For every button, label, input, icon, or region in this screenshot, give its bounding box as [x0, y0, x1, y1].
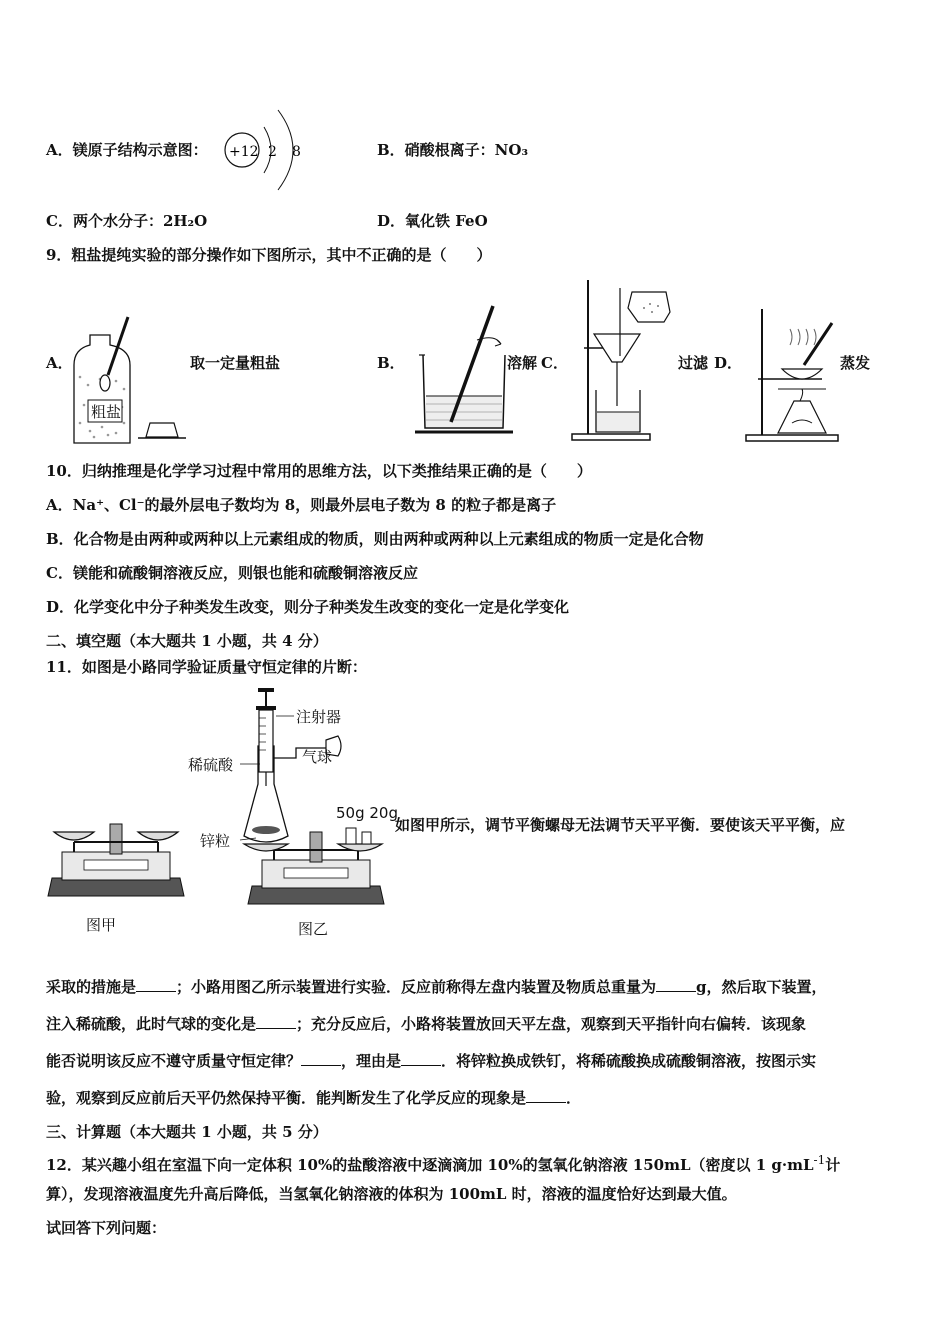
- q11-line-4-part-b: ．: [566, 1089, 582, 1107]
- q8-option-c: C．两个水分子：2H₂O: [46, 212, 208, 230]
- q8-option-d: D．氧化铁 FeO: [377, 212, 488, 230]
- q9-option-b-letter: B．: [377, 354, 405, 372]
- q12-line-2: 算），发现溶液温度先升高后降低，当氢氧化钠溶液的体积为 100mL 时，溶液的温度恰好达到最大值。: [46, 1185, 737, 1203]
- atom-nucleus-charge: +12: [229, 144, 259, 160]
- q11-line-3-part-b: ，理由是: [341, 1052, 402, 1070]
- balance-experiment-figure: [44, 688, 404, 938]
- answer-blank-reason[interactable]: [401, 1051, 441, 1066]
- answer-blank-phenomenon[interactable]: [526, 1088, 566, 1103]
- salt-jar-figure: [72, 315, 192, 445]
- q11-line-4-part-a: 验，观察到反应前后天平仍然保持平衡．能判断发生了化学反应的现象是: [46, 1089, 527, 1107]
- q11-line-3: [46, 1051, 816, 1071]
- q9-option-d-caption: 蒸发: [840, 354, 871, 372]
- q9-option-b-caption: 溶解: [507, 354, 538, 372]
- magnesium-atom-diagram: [220, 105, 310, 190]
- answer-blank-balloon-change[interactable]: [256, 1014, 296, 1029]
- q10-option-a: [46, 495, 556, 515]
- q9-option-a-caption: 取一定量粗盐: [190, 354, 281, 372]
- q8-option-b: B．硝酸根离子：NO₃: [377, 141, 529, 159]
- answer-blank-mass[interactable]: [656, 977, 696, 992]
- q9-option-d-letter: D．: [714, 354, 743, 372]
- dissolving-beaker-figure: [415, 300, 515, 440]
- q10-option-d: D．化学变化中分子种类发生改变，则分子种类发生改变的变化一定是化学变化: [46, 598, 570, 616]
- q11-line-3-part-c: ．将锌粒换成铁钉，将稀硫酸换成硫酸铜溶液，按图示实: [441, 1052, 817, 1070]
- label-dilute-sulfuric-acid: 稀硫酸: [188, 756, 234, 774]
- q9-option-c-caption: 过滤: [678, 354, 709, 372]
- answer-blank-measure[interactable]: [136, 977, 176, 992]
- q12-line-1: [46, 1150, 840, 1175]
- q11-line-1-part-a: 采取的措施是: [46, 978, 137, 996]
- label-weights: 50g 20g: [336, 804, 398, 822]
- q11-stem: 11．如图是小路同学验证质量守恒定律的片断：: [46, 658, 367, 676]
- label-zinc-granules: 锌粒: [200, 832, 231, 850]
- label-syringe: 注射器: [296, 708, 342, 726]
- balance-jia: [48, 824, 184, 896]
- figure-yi-caption: 图乙: [298, 920, 329, 938]
- atom-shell-2-count: 8: [292, 144, 301, 160]
- q12-line-1-part-b: 计: [825, 1156, 841, 1174]
- q9-option-c-letter: C．: [541, 354, 568, 372]
- section-2-title: 二、填空题（本大题共 1 小题，共 4 分）: [46, 632, 328, 650]
- label-balloon: 气球: [302, 748, 333, 766]
- q11-line-4: [46, 1088, 581, 1108]
- figure-jia-caption: 图甲: [86, 916, 117, 934]
- salt-jar-label: 粗盐: [91, 403, 122, 421]
- q10-option-a-text: 的最外层电子数均为 8，则最外层电子数为 8 的粒子都是离子: [144, 496, 557, 514]
- q10-option-a-ions: A．Na⁺、Cl⁻: [46, 496, 145, 514]
- filtration-figure: [570, 278, 680, 443]
- q9-option-a-letter: A．: [46, 354, 73, 372]
- q12-line-1-part-a: 12．某兴趣小组在室温下向一定体积 10%的盐酸溶液中逐滴滴加 10%的氢氧化钠溶液 150mL（密度以 1 g·mL: [46, 1156, 814, 1174]
- q10-stem: 10．归纳推理是化学学习过程中常用的思维方法，以下类推结果正确的是（ ）: [46, 462, 592, 480]
- q11-text-right: 如图甲所示，调节平衡螺母无法调节天平平衡．要使该天平平衡，应: [395, 816, 846, 834]
- q8-option-a-label: A．镁原子结构示意图：: [46, 141, 208, 159]
- q10-option-c: C．镁能和硫酸铜溶液反应，则银也能和硫酸铜溶液反应: [46, 564, 418, 582]
- evaporation-figure: [742, 305, 842, 445]
- q12-unit-superscript: -1: [813, 1153, 826, 1167]
- q11-line-1: [46, 977, 827, 997]
- answer-blank-yes-no[interactable]: [301, 1051, 341, 1066]
- q11-line-2: [46, 1014, 806, 1034]
- q11-line-1-part-c: g，然后取下装置，: [696, 978, 827, 996]
- q11-line-1-part-b: ；小路用图乙所示装置进行实验．反应前称得左盘内装置及物质总重量为: [176, 978, 657, 996]
- q11-line-2-part-a: 注入稀硫酸，此时气球的变化是: [46, 1015, 257, 1033]
- q12-line-3: 试回答下列问题：: [46, 1219, 167, 1237]
- q11-line-3-part-a: 能否说明该反应不遵守质量守恒定律？: [46, 1052, 302, 1070]
- q10-option-b: B．化合物是由两种或两种以上元素组成的物质，则由两种或两种以上元素组成的物质一定是化合物: [46, 530, 704, 548]
- q11-line-2-part-b: ；充分反应后，小路将装置放回天平左盘，观察到天平指针向右偏转．该现象: [296, 1015, 807, 1033]
- section-3-title: 三、计算题（本大题共 1 小题，共 5 分）: [46, 1123, 328, 1141]
- atom-shell-1-count: 2: [268, 144, 277, 160]
- q9-stem: 9．粗盐提纯实验的部分操作如下图所示，其中不正确的是（ ）: [46, 246, 492, 264]
